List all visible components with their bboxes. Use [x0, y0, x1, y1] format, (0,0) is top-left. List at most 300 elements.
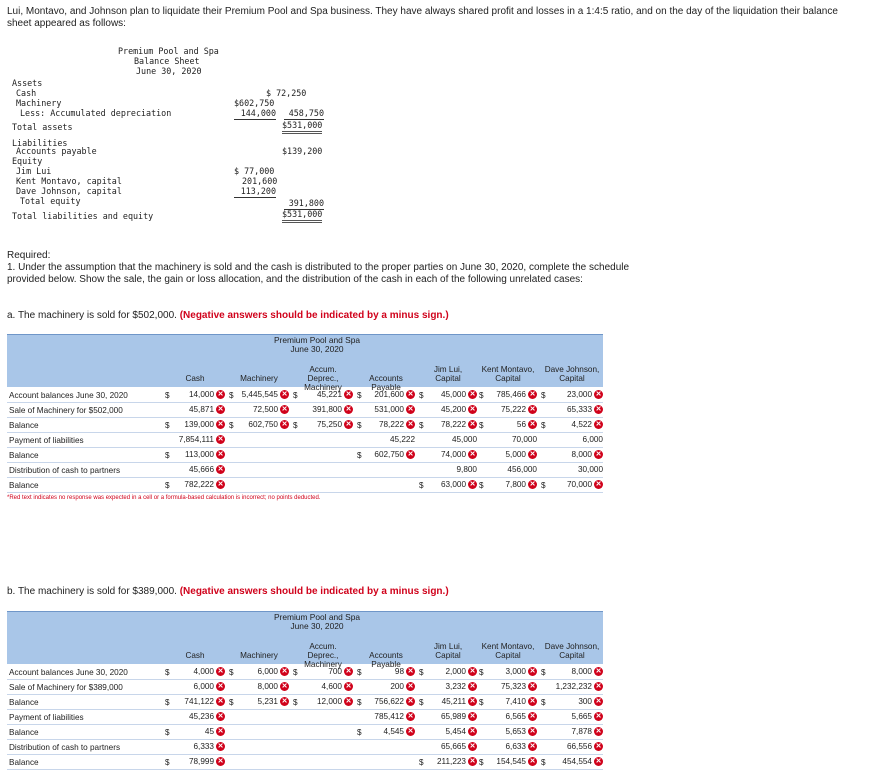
part_a-dollar-sign: $: [541, 421, 546, 430]
part_b-cell[interactable]: [485, 667, 537, 676]
part_b-dollar-sign: $: [293, 668, 298, 677]
part_a-cell-value: 7,800: [505, 480, 526, 489]
part_b-cell[interactable]: [171, 727, 225, 736]
part_a-dollar-sign: $: [541, 391, 546, 400]
x-circle-icon: ✕: [529, 451, 536, 459]
part_b-dollar-sign: $: [479, 698, 484, 707]
part_b-cell[interactable]: [547, 697, 603, 706]
part_a-row-label: Account balances June 30, 2020: [9, 391, 128, 400]
part_b-cell-value: 6,333: [193, 742, 214, 751]
bs-accum-value: 144,000: [234, 107, 276, 120]
bs-net-machinery: 458,750: [284, 107, 324, 120]
part_a-cell-value: 5,000: [505, 450, 526, 459]
x-circle-icon: ✕: [595, 758, 602, 766]
intro-text: Lui, Montavo, and Johnson plan to liquidate their Premium Pool and Spa business. They have always shared profit and losses in a 1:4:5 ratio, and on the day of the liquidation their balance sheet appeared as follows:: [7, 6, 838, 29]
part_a-cell-value: 45,000: [451, 435, 477, 444]
part_a-cell-value: 23,000: [566, 390, 592, 399]
part_b-cell-value: 3,000: [505, 667, 526, 676]
part_a-cell-value: 113,000: [185, 450, 214, 459]
part_a-title-2: June 30, 2020: [290, 344, 344, 354]
part_b-cell[interactable]: [425, 712, 477, 721]
x-circle-icon: ✕: [595, 481, 602, 489]
x-circle-icon: ✕: [217, 758, 224, 766]
part-a-question: [7, 310, 449, 322]
x-circle-icon: ✕: [217, 421, 224, 429]
part_b-cell[interactable]: [547, 742, 603, 751]
part_b-cell-value: 700: [328, 667, 342, 676]
part_a-cell-value: 139,000: [184, 420, 214, 429]
part_b-dollar-sign: $: [479, 758, 484, 767]
x-circle-icon: ✕: [407, 406, 414, 414]
x-circle-icon: ✕: [469, 451, 476, 459]
x-circle-icon: ✕: [217, 743, 224, 751]
part_b-cell[interactable]: [425, 682, 477, 691]
part_a-cell[interactable]: [171, 405, 225, 414]
x-circle-icon: ✕: [281, 421, 288, 429]
part_b-dollar-sign: $: [165, 698, 170, 707]
part_a-cell[interactable]: [363, 420, 415, 429]
x-circle-icon: ✕: [595, 421, 602, 429]
part_b-row-label: Distribution of cash to partners: [9, 743, 121, 752]
part_b-col-header-4: Jim Lui, Capital: [433, 642, 463, 660]
part_a-cell-value: 14,000: [188, 390, 214, 399]
part_a-cell[interactable]: [363, 435, 415, 444]
bs-assets-label: Assets: [12, 78, 43, 88]
part_a-cell[interactable]: [171, 420, 225, 429]
part_b-cell-value: 756,622: [374, 697, 404, 706]
part_a-cell[interactable]: [299, 405, 353, 414]
part_b-cell-value: 785,412: [374, 712, 404, 721]
part_a-cell-value: 45,000: [440, 390, 466, 399]
part_a-dollar-sign: $: [357, 421, 362, 430]
part_a-cell-value: 7,854,111: [178, 435, 214, 444]
part_a-cell[interactable]: [547, 435, 603, 444]
part_a-cell-value: 63,000: [440, 480, 466, 489]
x-circle-icon: ✕: [281, 406, 288, 414]
part_b-cell[interactable]: [485, 757, 537, 766]
part_a-dollar-sign: $: [229, 421, 234, 430]
part_b-cell-value: 211,223: [437, 757, 466, 766]
bs-equity-label: Equity: [12, 156, 43, 166]
part_a-row-divider: [7, 477, 603, 478]
part_a-cell[interactable]: [235, 390, 289, 399]
x-circle-icon: ✕: [529, 713, 536, 721]
x-circle-icon: ✕: [407, 683, 414, 691]
part_b-cell[interactable]: [547, 727, 603, 736]
part_a-col-header-0: Cash: [185, 374, 205, 383]
part_a-dollar-sign: $: [165, 481, 170, 490]
part_a-cell-value: 201,600: [374, 390, 404, 399]
part_a-cell-value: 70,000: [566, 480, 592, 489]
x-circle-icon: ✕: [529, 683, 536, 691]
bs-johnson-label: Dave Johnson, capital: [16, 186, 122, 196]
x-circle-icon: ✕: [345, 698, 352, 706]
part_a-cell-value: 782,222: [184, 480, 214, 489]
balance-sheet: [8, 45, 330, 226]
part_b-dollar-sign: $: [541, 698, 546, 707]
bs-liabilities-label: Liabilities: [12, 138, 68, 148]
bs-total-le-value: $531,000: [282, 208, 322, 223]
part_b-cell[interactable]: [485, 697, 537, 706]
part_a-col-header-2: Accum. Deprec., Machinery: [304, 365, 342, 392]
part_b-dollar-sign: $: [357, 698, 362, 707]
x-circle-icon: ✕: [281, 683, 288, 691]
x-circle-icon: ✕: [469, 758, 476, 766]
part_a-dollar-sign: $: [293, 391, 298, 400]
part_b-cell[interactable]: [425, 667, 477, 676]
part_a-cell[interactable]: [171, 450, 225, 459]
part_a-dollar-sign: $: [165, 421, 170, 430]
x-circle-icon: ✕: [469, 728, 476, 736]
part_a-cell-value: 5,445,545: [241, 390, 278, 399]
part_a-cell[interactable]: [425, 420, 477, 429]
part_b-cell[interactable]: [485, 682, 537, 691]
part_b-dollar-sign: $: [541, 668, 546, 677]
part_a-cell[interactable]: [547, 420, 603, 429]
bs-ap-value: $139,200: [282, 146, 323, 156]
part_a-cell-value: 9,800: [456, 465, 477, 474]
part_a-row-divider: [7, 432, 603, 433]
part_a-cell-value: 30,000: [577, 465, 603, 474]
required-text: 1. Under the assumption that the machinery is sold and the cash is distributed to the proper parties on June 30, 2020, complete the schedule provided below. Show the sale, the gain or loss allocation, and the distribution of the cash in each of the following unrelated cases:: [7, 262, 630, 285]
part_b-cell[interactable]: [547, 712, 603, 721]
bs-lui-label: Jim Lui: [16, 166, 52, 176]
part_b-cell-value: 5,454: [445, 727, 466, 736]
part_a-cell[interactable]: [425, 450, 477, 459]
bs-lui-value: $ 77,000: [234, 166, 275, 176]
bs-cash-label: Cash: [16, 88, 37, 98]
x-circle-icon: ✕: [469, 713, 476, 721]
part_b-cell-value: 5,231: [257, 697, 278, 706]
part_a-cell[interactable]: [425, 435, 477, 444]
part_b-row-divider: [7, 754, 603, 755]
part_b-cell[interactable]: [547, 682, 603, 691]
part_b-cell[interactable]: [547, 667, 603, 676]
part_b-cell-value: 45,236: [188, 712, 214, 721]
part_b-row-divider: [7, 739, 603, 740]
part_a-cell[interactable]: [425, 465, 477, 474]
x-circle-icon: ✕: [595, 451, 602, 459]
part_b-col-header-3: Accounts Payable: [369, 651, 403, 669]
x-circle-icon: ✕: [217, 436, 224, 444]
part_a-col-header-4: Jim Lui, Capital: [433, 365, 463, 383]
x-circle-icon: ✕: [595, 391, 602, 399]
bs-montavo-label: Kent Montavo, capital: [16, 176, 122, 186]
part_a-cell-value: 78,222: [440, 420, 466, 429]
part_a-cell-value: 70,000: [511, 435, 537, 444]
x-circle-icon: ✕: [469, 481, 476, 489]
part_b-title-2: June 30, 2020: [290, 621, 344, 631]
x-circle-icon: ✕: [595, 406, 602, 414]
part_b-cell-value: 45: [204, 727, 214, 736]
part_a-cell[interactable]: [485, 435, 537, 444]
part_a-cell[interactable]: [547, 390, 603, 399]
part_a-cell[interactable]: [299, 420, 353, 429]
x-circle-icon: ✕: [281, 391, 288, 399]
part_a-title-1: Premium Pool and Spa: [273, 335, 361, 345]
part_a-cell[interactable]: [235, 405, 289, 414]
part_a-cell[interactable]: [485, 480, 537, 489]
part_b-dollar-sign: $: [541, 758, 546, 767]
bs-ap-label: Accounts payable: [16, 146, 97, 156]
part_a-row-label: Distribution of cash to partners: [9, 466, 121, 475]
x-circle-icon: ✕: [217, 683, 224, 691]
part_b-dollar-sign: $: [479, 668, 484, 677]
part_b-cell[interactable]: [363, 697, 415, 706]
part_a-cell-value: 45,222: [389, 435, 415, 444]
part_a-cell-value: 65,333: [566, 405, 592, 414]
part_a-cell[interactable]: [485, 450, 537, 459]
bs-title-3: June 30, 2020: [136, 66, 202, 76]
part_b-cell-value: 65,989: [440, 712, 466, 721]
part_a-cell-value: 8,000: [571, 450, 592, 459]
part_b-cell-value: 4,000: [193, 667, 214, 676]
part_b-cell[interactable]: [425, 697, 477, 706]
part_b-cell[interactable]: [547, 757, 603, 766]
part_a-row-divider: [7, 447, 603, 448]
part_a-cell-value: 75,222: [500, 405, 526, 414]
part_b-cell[interactable]: [425, 757, 477, 766]
part_b-cell[interactable]: [235, 697, 289, 706]
part_a-row-label: Balance: [9, 421, 39, 430]
part_b-cell[interactable]: [171, 712, 225, 721]
part_b-cell[interactable]: [485, 712, 537, 721]
part_b-row-label: Payment of liabilities: [9, 713, 84, 722]
bs-title-2: Balance Sheet: [134, 56, 200, 66]
part_a-cell[interactable]: [171, 390, 225, 399]
part-a-note: (Negative answers should be indicated by a minus sign.): [179, 310, 449, 321]
bs-machinery-value: $602,750: [234, 98, 275, 108]
x-circle-icon: ✕: [217, 451, 224, 459]
part-a-question-text: a. The machinery is sold for $502,000.: [7, 310, 177, 321]
part_a-cell-value: 6,000: [582, 435, 603, 444]
part_b-dollar-sign: $: [357, 728, 362, 737]
x-circle-icon: ✕: [595, 743, 602, 751]
x-circle-icon: ✕: [217, 713, 224, 721]
x-circle-icon: ✕: [217, 668, 224, 676]
part_b-col-header-5: Kent Montavo, Capital: [481, 642, 535, 660]
part_b-cell[interactable]: [171, 682, 225, 691]
part_a-col-header-1: Machinery: [240, 374, 278, 383]
part_a-cell[interactable]: [171, 435, 225, 444]
part_b-row-label: Balance: [9, 728, 39, 737]
part_a-row-divider: [7, 492, 603, 493]
part_b-cell-value: 8,000: [257, 682, 278, 691]
bs-machinery-label: Machinery: [16, 98, 62, 108]
x-circle-icon: ✕: [529, 481, 536, 489]
part_b-row-label: Sale of Machinery for $389,000: [9, 683, 123, 692]
part_a-cell[interactable]: [235, 420, 289, 429]
part_a-row-divider: [7, 462, 603, 463]
bs-total-le-label: Total liabilities and equity: [12, 211, 154, 221]
x-circle-icon: ✕: [407, 391, 414, 399]
part_a-row-label: Balance: [9, 451, 39, 460]
part_b-cell[interactable]: [299, 667, 353, 676]
x-circle-icon: ✕: [529, 743, 536, 751]
x-circle-icon: ✕: [345, 421, 352, 429]
part_a-dollar-sign: $: [357, 391, 362, 400]
x-circle-icon: ✕: [529, 758, 536, 766]
part_b-cell[interactable]: [363, 667, 415, 676]
part_b-cell[interactable]: [363, 727, 415, 736]
x-circle-icon: ✕: [595, 728, 602, 736]
part_a-dollar-sign: $: [479, 421, 484, 430]
part_a-dollar-sign: $: [541, 481, 546, 490]
part_b-dollar-sign: $: [419, 668, 424, 677]
part_b-cell[interactable]: [235, 667, 289, 676]
part_b-cell[interactable]: [485, 742, 537, 751]
part_a-cell-value: 391,800: [312, 405, 342, 414]
part_a-cell-value: 45,221: [316, 390, 342, 399]
x-circle-icon: ✕: [345, 668, 352, 676]
part_b-row-divider: [7, 769, 603, 770]
x-circle-icon: ✕: [595, 668, 602, 676]
part_b-cell-value: 66,556: [566, 742, 592, 751]
part_a-cell-value: 4,522: [571, 420, 592, 429]
part_a-cell-value: 56: [516, 420, 526, 429]
part_a-dollar-sign: $: [165, 391, 170, 400]
part_b-col-header-1: Machinery: [240, 651, 278, 660]
part_b-cell-value: 741,122: [184, 697, 214, 706]
part_a-cell[interactable]: [171, 465, 225, 474]
part_a-cell[interactable]: [485, 420, 537, 429]
x-circle-icon: ✕: [469, 421, 476, 429]
part_b-row-divider: [7, 679, 603, 680]
part_a-cell[interactable]: [547, 465, 603, 474]
x-circle-icon: ✕: [529, 421, 536, 429]
part_b-cell-value: 6,000: [257, 667, 278, 676]
part_a-cell[interactable]: [485, 465, 537, 474]
part_b-cell[interactable]: [425, 727, 477, 736]
part_b-cell[interactable]: [171, 742, 225, 751]
part_a-col-header-5: Kent Montavo, Capital: [481, 365, 535, 383]
part_a-cell[interactable]: [425, 405, 477, 414]
part_b-dollar-sign: $: [357, 668, 362, 677]
part_b-col-header-2: Accum. Deprec., Machinery: [304, 642, 342, 669]
part_a-row-label: Balance: [9, 481, 39, 490]
part_a-row-label: Sale of Machinery for $502,000: [9, 406, 123, 415]
x-circle-icon: ✕: [595, 683, 602, 691]
part_b-cell-value: 4,600: [321, 682, 342, 691]
bs-total-equity-label: Total equity: [20, 196, 81, 206]
x-circle-icon: ✕: [345, 391, 352, 399]
part_a-cell-value: 602,750: [248, 420, 278, 429]
part_a-cell-value: 602,750: [374, 450, 404, 459]
part_b-cell-value: 2,000: [445, 667, 466, 676]
part_b-row-divider: [7, 694, 603, 695]
part_a-dollar-sign: $: [229, 391, 234, 400]
part_a-dollar-sign: $: [419, 391, 424, 400]
part_b-cell[interactable]: [235, 682, 289, 691]
x-circle-icon: ✕: [529, 728, 536, 736]
part_b-cell[interactable]: [425, 742, 477, 751]
part_b-cell[interactable]: [299, 697, 353, 706]
part_a-cell-value: 75,250: [316, 420, 342, 429]
part_b-dollar-sign: $: [165, 668, 170, 677]
x-circle-icon: ✕: [217, 406, 224, 414]
part_b-cell-value: 5,665: [571, 712, 592, 721]
x-circle-icon: ✕: [407, 668, 414, 676]
part_a-cell[interactable]: [547, 405, 603, 414]
part_b-cell-value: 12,000: [316, 697, 342, 706]
part_a-cell[interactable]: [485, 390, 537, 399]
part_b-cell[interactable]: [299, 682, 353, 691]
part_b-dollar-sign: $: [293, 698, 298, 707]
part_a-row-divider: [7, 417, 603, 418]
part_b-cell[interactable]: [363, 712, 415, 721]
x-circle-icon: ✕: [529, 406, 536, 414]
bs-total-equity-value: 391,800: [284, 197, 324, 210]
footnote: *Red text indicates no response was expected in a cell or a formula-based calculation is incorrect; no points deducted.: [7, 495, 321, 501]
part_b-dollar-sign: $: [419, 698, 424, 707]
x-circle-icon: ✕: [469, 698, 476, 706]
part_b-cell[interactable]: [485, 727, 537, 736]
schedule-b: [7, 611, 603, 771]
x-circle-icon: ✕: [469, 391, 476, 399]
part_b-cell-value: 7,410: [505, 697, 526, 706]
part_a-cell[interactable]: [171, 480, 225, 489]
part_b-cell[interactable]: [171, 697, 225, 706]
part_b-cell-value: 78,999: [188, 757, 214, 766]
x-circle-icon: ✕: [345, 406, 352, 414]
x-circle-icon: ✕: [407, 713, 414, 721]
part_a-dollar-sign: $: [165, 451, 170, 460]
part_a-cell[interactable]: [299, 390, 353, 399]
part_b-cell[interactable]: [363, 682, 415, 691]
part_a-cell[interactable]: [363, 390, 415, 399]
schedule-a: [7, 334, 603, 494]
part_a-cell-value: 72,500: [252, 405, 278, 414]
part_a-dollar-sign: $: [479, 391, 484, 400]
part_b-cell-value: 4,545: [383, 727, 404, 736]
part_a-cell[interactable]: [485, 405, 537, 414]
part_a-dollar-sign: $: [419, 421, 424, 430]
x-circle-icon: ✕: [281, 698, 288, 706]
part_a-cell-value: 456,000: [507, 465, 537, 474]
x-circle-icon: ✕: [595, 713, 602, 721]
x-circle-icon: ✕: [595, 698, 602, 706]
bs-cash-value: $ 72,250: [266, 88, 307, 98]
x-circle-icon: ✕: [217, 728, 224, 736]
part_a-dollar-sign: $: [293, 421, 298, 430]
part_a-cell-value: 45,200: [440, 405, 466, 414]
x-circle-icon: ✕: [529, 668, 536, 676]
bs-montavo-value: 201,600: [242, 176, 278, 186]
part_a-cell[interactable]: [547, 480, 603, 489]
part_b-cell-value: 75,323: [500, 682, 526, 691]
x-circle-icon: ✕: [217, 481, 224, 489]
x-circle-icon: ✕: [407, 421, 414, 429]
part_b-dollar-sign: $: [229, 668, 234, 677]
x-circle-icon: ✕: [529, 391, 536, 399]
part_b-cell-value: 1,232,232: [555, 682, 592, 691]
part_b-row-label: Balance: [9, 698, 39, 707]
part_a-cell[interactable]: [425, 390, 477, 399]
bs-total-assets-value: $531,000: [282, 119, 322, 134]
part_b-dollar-sign: $: [165, 728, 170, 737]
part_a-cell[interactable]: [425, 480, 477, 489]
part_b-cell-value: 154,545: [496, 757, 526, 766]
x-circle-icon: ✕: [345, 683, 352, 691]
part_a-cell[interactable]: [547, 450, 603, 459]
x-circle-icon: ✕: [217, 466, 224, 474]
part_b-dollar-sign: $: [419, 758, 424, 767]
x-circle-icon: ✕: [469, 683, 476, 691]
part_b-cell[interactable]: [171, 757, 225, 766]
part_a-cell[interactable]: [363, 450, 415, 459]
part_a-cell[interactable]: [363, 405, 415, 414]
part_b-cell[interactable]: [171, 667, 225, 676]
